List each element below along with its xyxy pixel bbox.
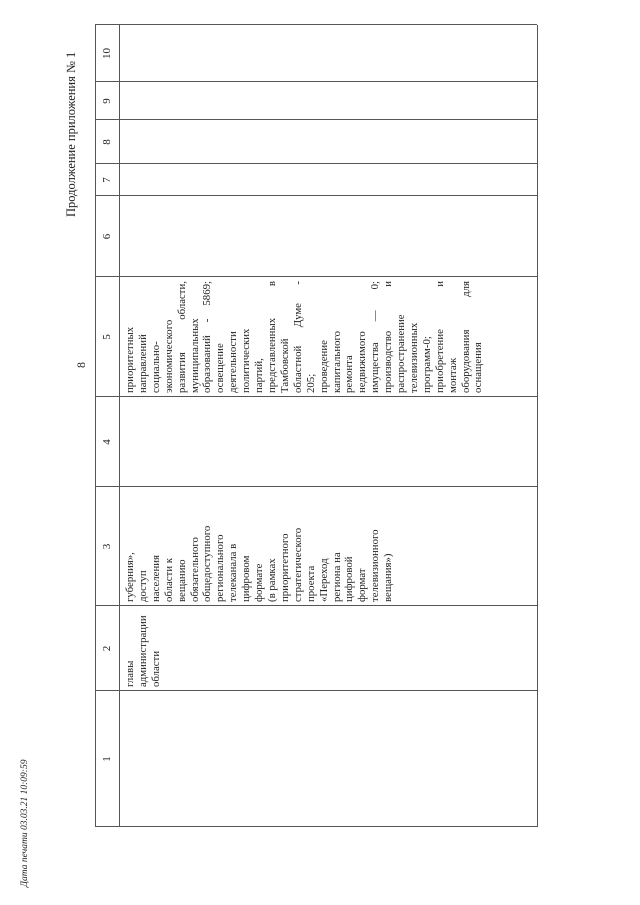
print-date: Дата печати 03.03.21 10:09:59 bbox=[20, 759, 30, 887]
text-line: цифровой bbox=[343, 556, 356, 602]
col-border bbox=[95, 24, 537, 25]
text-line: (в рамках bbox=[265, 558, 278, 602]
text-line: оборудования для bbox=[459, 281, 472, 393]
text-line: вещания») bbox=[382, 553, 395, 602]
text-line: оснащения bbox=[472, 342, 485, 393]
text-line: капитального bbox=[330, 330, 343, 393]
text-line: губерния», bbox=[124, 552, 136, 602]
text-line: обязательного bbox=[188, 537, 201, 602]
text-line: распространение bbox=[395, 314, 408, 393]
text-line: администрации bbox=[136, 615, 149, 687]
header-col-1: 1 bbox=[101, 756, 113, 762]
text-line: представленных в bbox=[265, 281, 278, 393]
text-line: освещение bbox=[214, 343, 227, 393]
col-border bbox=[95, 486, 537, 487]
text-line: партий, bbox=[253, 358, 266, 393]
col-border bbox=[95, 119, 537, 120]
text-line: недвижимого bbox=[356, 331, 369, 393]
table-border-bottom bbox=[537, 25, 538, 827]
cell-col-3 bbox=[124, 489, 395, 602]
col-border bbox=[95, 605, 537, 606]
text-line: проведение bbox=[317, 340, 330, 393]
text-line: социально- bbox=[149, 341, 162, 393]
text-line: приобретение и bbox=[433, 281, 446, 393]
text-line: деятельности bbox=[227, 331, 240, 393]
text-line: цифровом bbox=[240, 555, 253, 602]
text-line: населения bbox=[149, 555, 162, 602]
text-line: имущества — 0; bbox=[369, 281, 382, 393]
header-col-7: 7 bbox=[101, 177, 113, 183]
text-line: 205; bbox=[304, 373, 317, 393]
text-line: приоритетных bbox=[124, 326, 136, 393]
text-line: области bbox=[149, 650, 162, 687]
col-border bbox=[95, 690, 537, 691]
text-line: главы bbox=[124, 660, 136, 687]
header-col-8: 8 bbox=[101, 139, 113, 145]
text-line: монтаж bbox=[446, 357, 459, 393]
header-col-9: 9 bbox=[101, 98, 113, 104]
text-line: стратегического bbox=[291, 527, 304, 602]
header-col-5: 5 bbox=[101, 334, 113, 340]
text-line: экономического bbox=[162, 319, 175, 393]
col-border bbox=[95, 396, 537, 397]
text-line: программ-0; bbox=[420, 336, 433, 393]
text-line: формат bbox=[356, 568, 369, 602]
text-line: направлений bbox=[136, 334, 149, 393]
col-border bbox=[95, 81, 537, 82]
text-line: телевизионного bbox=[369, 529, 382, 602]
col-border bbox=[95, 163, 537, 164]
text-line: ремонта bbox=[343, 355, 356, 393]
text-line: области к bbox=[162, 557, 175, 602]
page-number: 8 bbox=[74, 362, 88, 368]
text-line: телеканала в bbox=[227, 543, 240, 602]
text-line: развития области, bbox=[175, 281, 188, 393]
text-line: регионального bbox=[214, 534, 227, 602]
table-border-top bbox=[95, 25, 96, 827]
header-col-3: 3 bbox=[101, 543, 113, 550]
header-col-4: 4 bbox=[101, 439, 113, 445]
text-line: Тамбовской bbox=[278, 338, 291, 393]
header-col-10: 10 bbox=[101, 48, 113, 59]
continuation-title: Продолжение приложения № 1 bbox=[64, 51, 78, 217]
text-line: образований - 5869; bbox=[201, 281, 214, 393]
col-border bbox=[95, 195, 537, 196]
header-col-6: 6 bbox=[101, 233, 113, 240]
text-line: формате bbox=[253, 563, 266, 602]
text-line: областной Думе - bbox=[291, 281, 304, 393]
text-line: приоритетного bbox=[278, 533, 291, 602]
text-line: проекта bbox=[304, 565, 317, 602]
table-header-divider bbox=[119, 25, 120, 827]
header-col-2: 2 bbox=[101, 645, 113, 652]
col-border bbox=[95, 826, 537, 827]
text-line: доступ bbox=[136, 570, 149, 602]
text-line: политических bbox=[240, 328, 253, 393]
text-line: общедоступного bbox=[201, 525, 214, 602]
text-line: муниципальных bbox=[188, 318, 201, 393]
cell-col-5 bbox=[124, 281, 485, 393]
text-line: производство и bbox=[382, 281, 395, 393]
text-line: телевизионных bbox=[407, 322, 420, 393]
text-line: региона на bbox=[330, 552, 343, 602]
text-line: «Переход bbox=[317, 558, 330, 602]
text-line: вещанию bbox=[175, 559, 188, 602]
col-border bbox=[95, 276, 537, 277]
cell-col-2 bbox=[124, 607, 163, 687]
